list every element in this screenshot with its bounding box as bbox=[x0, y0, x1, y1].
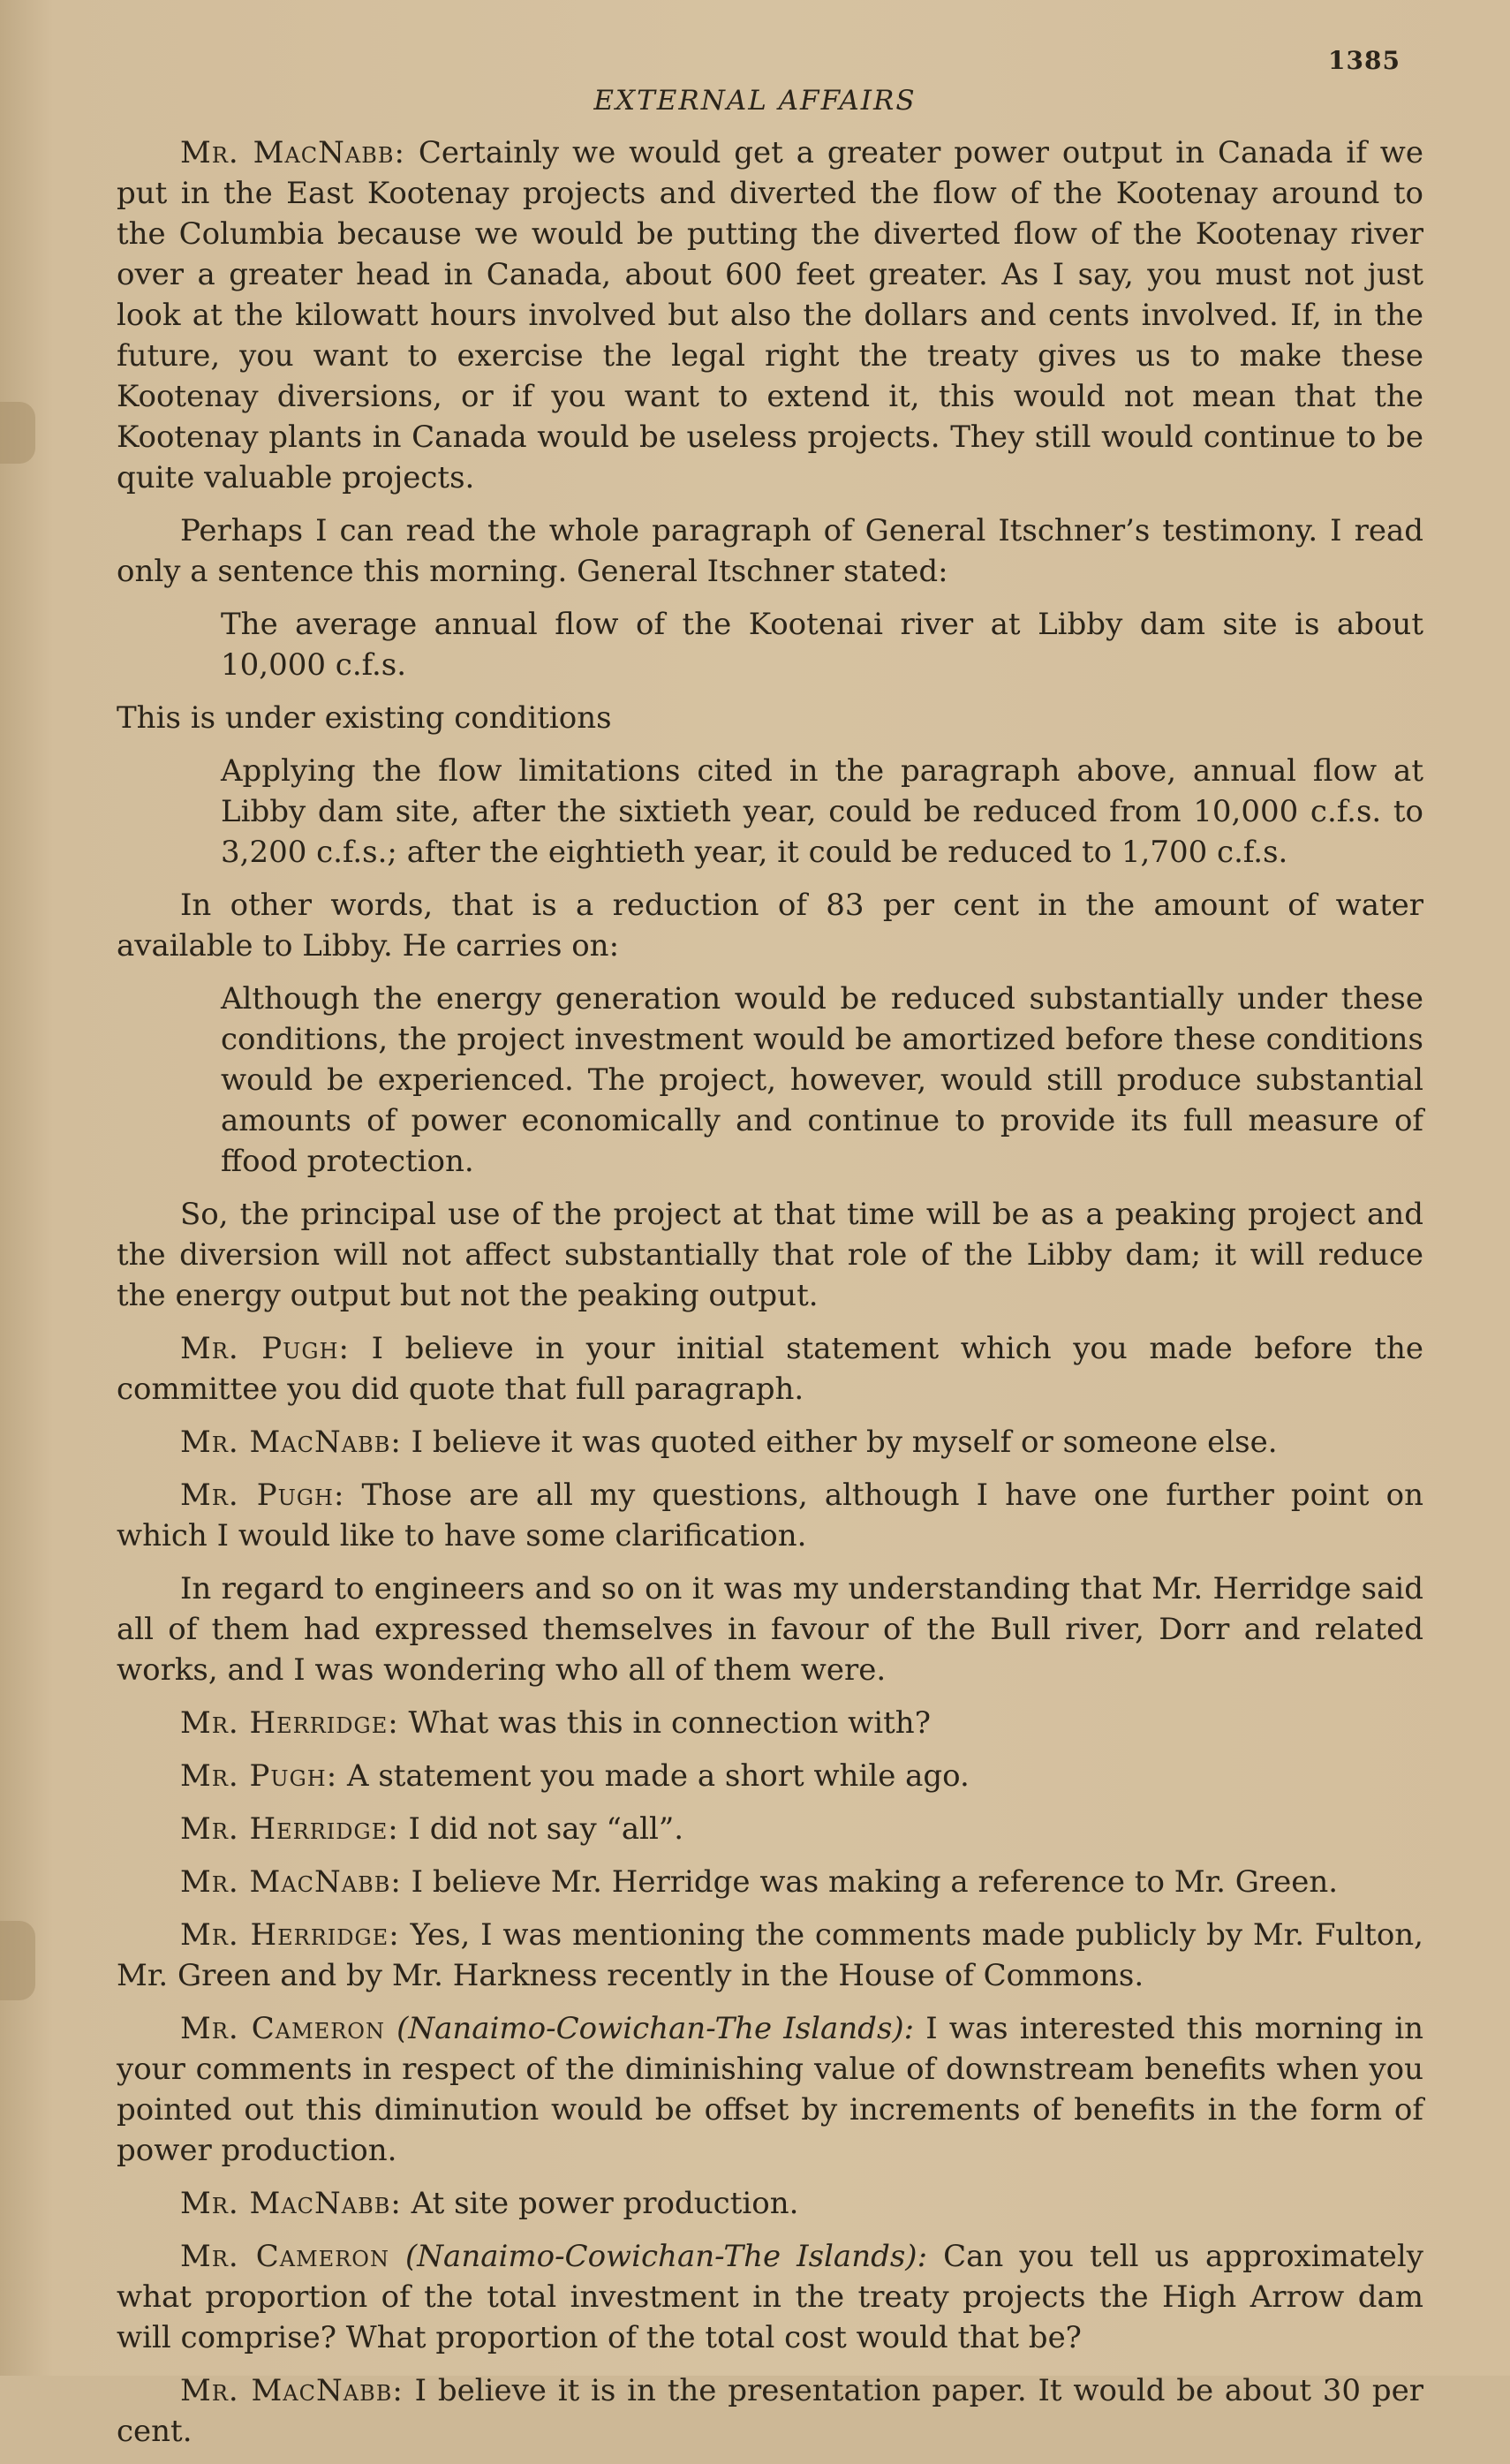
paragraph bbox=[117, 1862, 1423, 1902]
riding-name: (Nanaimo-Cowichan-The Islands): bbox=[405, 2239, 928, 2274]
speaker-name: Mr. Pugh: bbox=[180, 1478, 345, 1513]
speaker-name: Mr. MacNabb: bbox=[180, 1864, 402, 1900]
page-damage-mark bbox=[0, 1921, 35, 2000]
paragraph-text: Can you tell us approximately what proportion of the total investment in the treaty projects the High Arrow dam will comprise? What proportion of the total cost would that be? bbox=[117, 2239, 1423, 2355]
paragraph bbox=[117, 1756, 1423, 1796]
paragraph-text: In other words, that is a reduction of 83 per cent in the amount of water available to Libby. He carries on: bbox=[117, 888, 1423, 964]
paragraph-text: I believe it was quoted either by myself or someone else. bbox=[411, 1425, 1278, 1460]
paragraph bbox=[117, 132, 1423, 498]
paragraph bbox=[117, 1809, 1423, 1849]
paragraph-text: Certainly we would get a greater power output in Canada if we put in the East Kootenay projects and diverted the flow of the Kootenay around to the Columbia because we would be putting the diverted flow of the Kootenay river over a greater head in Canada, about 600 feet greater. As I say, you must not just look at the kilowatt hours involved but also the dollars and cents involved. If, in the future, you want to exercise the legal right the treaty gives us to make these Kootenay diversions, or if you want to extend it, this would not mean that the Kootenay plants in Canada would be useless projects. They still would continue to be quite valuable projects. bbox=[117, 135, 1423, 495]
paragraph-text: So, the principal use of the project at that time will be as a peaking project and the diversion will not affect substantially that role of the Libby dam; it will reduce the energy output but not the peaking output. bbox=[117, 1197, 1423, 1313]
running-head: EXTERNAL AFFAIRS bbox=[593, 85, 917, 117]
speaker-name: Mr. Herridge: bbox=[180, 1705, 399, 1741]
speaker-name: Mr. MacNabb: bbox=[180, 1425, 402, 1460]
paragraph bbox=[117, 885, 1423, 966]
paragraph-text: Yes, I was mentioning the comments made publicly by Mr. Fulton, Mr. Green and by Mr. Harkness recently in the House of Commons. bbox=[117, 1917, 1423, 1993]
paragraph-text: I believe Mr. Herridge was making a reference to Mr. Green. bbox=[411, 1864, 1339, 1900]
paragraph-text: At site power production. bbox=[411, 2186, 799, 2221]
paragraph bbox=[117, 1422, 1423, 1463]
paragraph-text: I was interested this morning in your comments in respect of the diminishing value of downstream benefits when you pointed out this diminution would be offset by increments of benefits in the form of power production. bbox=[117, 2011, 1423, 2168]
paragraph-text: A statement you made a short while ago. bbox=[346, 1758, 970, 1794]
speaker-name: Mr. MacNabb: bbox=[180, 2373, 404, 2408]
speaker-name: Mr. MacNabb: bbox=[180, 135, 405, 170]
paragraph bbox=[117, 2236, 1423, 2358]
paragraph bbox=[117, 2008, 1423, 2171]
speaker-name: Mr. Herridge: bbox=[180, 1917, 400, 1953]
riding-name: (Nanaimo-Cowichan-The Islands): bbox=[396, 2011, 915, 2046]
speaker-name: Mr. Cameron bbox=[180, 2011, 385, 2046]
block-quote bbox=[221, 604, 1423, 685]
paragraph-text: In regard to engineers and so on it was my understanding that Mr. Herridge said all of them had expressed themselves in favour of the Bull river, Dorr and related works, and I was wondering who all of them were. bbox=[117, 1571, 1423, 1688]
page-damage-mark bbox=[0, 402, 35, 464]
speaker-name: Mr. MacNabb: bbox=[180, 2186, 402, 2221]
paragraph-text: I believe it is in the presentation paper. It would be about 30 per cent. bbox=[117, 2373, 1423, 2449]
block-quote bbox=[221, 751, 1423, 873]
paragraph bbox=[117, 510, 1423, 592]
paragraph bbox=[117, 2183, 1423, 2224]
block-quote bbox=[221, 979, 1423, 1182]
paragraph bbox=[117, 1703, 1423, 1743]
speaker-name: Mr. Pugh: bbox=[180, 1331, 350, 1366]
paragraph-text: What was this in connection with? bbox=[408, 1705, 931, 1741]
paragraph bbox=[117, 1475, 1423, 1556]
page-number: 1385 bbox=[1328, 46, 1401, 75]
body-text bbox=[117, 132, 1423, 2464]
paragraph bbox=[117, 1568, 1423, 1690]
quote-text: Applying the flow limitations cited in the paragraph above, annual flow at Libby dam site, after the sixtieth year, could be reduced from 10,000 c.f.s. to 3,200 c.f.s.; after the eightieth year, it could be reduced to 1,700 c.f.s. bbox=[221, 753, 1423, 870]
paragraph-text: I did not say “all”. bbox=[408, 1811, 684, 1847]
paragraph-text: Perhaps I can read the whole paragraph of General Itschner’s testimony. I read only a sentence this morning. General Itschner stated: bbox=[117, 513, 1423, 589]
speaker-name: Mr. Herridge: bbox=[180, 1811, 399, 1847]
paragraph-text: This is under existing conditions bbox=[117, 700, 612, 736]
speaker-name: Mr. Cameron bbox=[180, 2239, 389, 2274]
quote-text: Although the energy generation would be reduced substantially under these conditions, the project investment would be amortized before these conditions would be experienced. The project, however, would still produce substantial amounts of power economically and continue to provide its full measure of ffood protection. bbox=[221, 981, 1423, 1179]
speaker-name: Mr. Pugh: bbox=[180, 1758, 338, 1794]
paragraph bbox=[117, 1194, 1423, 1316]
paragraph bbox=[117, 2370, 1423, 2452]
paragraph bbox=[117, 698, 1423, 738]
paragraph-text: Those are all my questions, although I have one further point on which I would like to have some clarification. bbox=[117, 1478, 1423, 1553]
quote-text: The average annual flow of the Kootenai river at Libby dam site is about 10,000 c.f.s. bbox=[221, 607, 1423, 683]
paragraph-text: I believe in your initial statement which you made before the committee you did quote that full paragraph. bbox=[117, 1331, 1424, 1407]
paragraph bbox=[117, 1328, 1423, 1410]
paragraph bbox=[117, 1915, 1423, 1996]
